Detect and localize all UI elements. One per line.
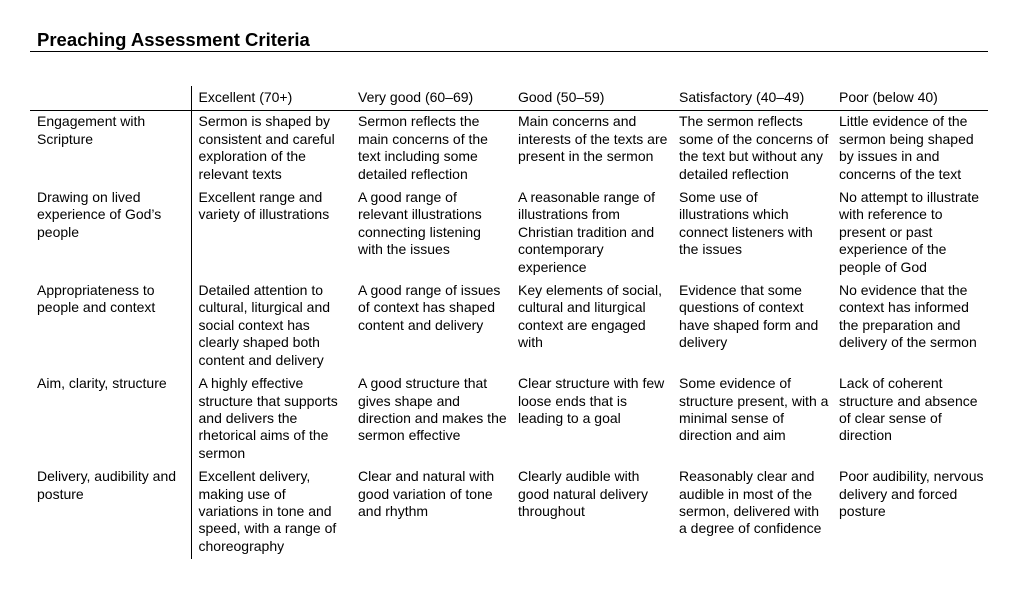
table-cell: Excellent range and variety of illustrations [191, 187, 351, 280]
table-cell: Some use of illustrations which connect listeners with the issues [679, 189, 813, 258]
table-cell: Clear structure with few loose ends that is leading to a goal [518, 375, 665, 426]
table-row [30, 111, 988, 187]
table-row [30, 373, 988, 466]
criterion-label: Aim, clarity, structure [37, 375, 167, 392]
criterion-label: Appropriateness to people and context [37, 282, 156, 316]
title-divider [30, 51, 988, 52]
table-cell: Poor audibility, nervous delivery and forced posture [839, 468, 984, 519]
table-cell: Reasonably clear and audible in most of the sermon, delivered with a degree of confidence [679, 468, 822, 537]
table-cell: A reasonable range of illustrations from Christian tradition and contemporary experience [518, 189, 655, 275]
criteria-table-container [30, 86, 988, 559]
table-cell: Sermon is shaped by consistent and careful exploration of the relevant texts [191, 111, 351, 187]
table-cell: Detailed attention to cultural, liturgical and social context has clearly shaped both content and delivery [191, 280, 351, 373]
column-header: Good (50–59) [511, 86, 672, 111]
table-cell: Little evidence of the sermon being shaped by issues in and concerns of the text [839, 113, 974, 182]
table-cell: Excellent delivery, making use of variations in tone and speed, with a range of choreography [191, 466, 351, 559]
table-cell: A good range of relevant illustrations connecting listening with the issues [358, 189, 482, 258]
table-cell: Lack of coherent structure and absence of clear sense of direction [839, 375, 978, 444]
criterion-label: Delivery, audibility and posture [37, 468, 177, 502]
column-header: Very good (60–69) [351, 86, 511, 111]
table-cell: A good range of issues of context has shaped content and delivery [358, 282, 501, 333]
table-cell: Clearly audible with good natural delivery throughout [518, 468, 648, 519]
table-cell: No attempt to illustrate with reference to present or past experience of the people of God [839, 189, 980, 275]
table-cell: A good structure that gives shape and direction and makes the sermon effective [358, 375, 507, 444]
criterion-label: Drawing on lived experience of God’s people [37, 189, 162, 240]
table-row [30, 466, 988, 559]
table-cell: Evidence that some questions of context have shaped form and delivery [679, 282, 819, 351]
table-cell: Some evidence of structure present, with a minimal sense of direction and aim [679, 375, 829, 444]
column-header-criterion [30, 86, 191, 111]
table-cell: Key elements of social, cultural and liturgical context are engaged with [518, 282, 662, 351]
criterion-label: Engagement with Scripture [37, 113, 146, 147]
table-cell: No evidence that the context has informed the preparation and delivery of the sermon [839, 282, 977, 351]
table-header-row [30, 86, 988, 111]
table-cell: The sermon reflects some of the concerns of the text but without any detailed reflection [679, 113, 829, 182]
table-cell: A highly effective structure that supports and delivers the rhetorical aims of the sermon [191, 373, 351, 466]
table-row [30, 187, 988, 280]
column-header: Poor (below 40) [832, 86, 988, 111]
column-header: Satisfactory (40–49) [672, 86, 832, 111]
column-header: Excellent (70+) [191, 86, 351, 111]
table-cell: Main concerns and interests of the texts are present in the sermon [518, 113, 668, 165]
table-cell: Sermon reflects the main concerns of the text including some detailed reflection [358, 113, 488, 182]
page-title: Preaching Assessment Criteria [37, 29, 310, 50]
table-cell: Clear and natural with good variation of tone and rhythm [358, 468, 495, 519]
criteria-table [30, 86, 988, 559]
table-row [30, 280, 988, 373]
